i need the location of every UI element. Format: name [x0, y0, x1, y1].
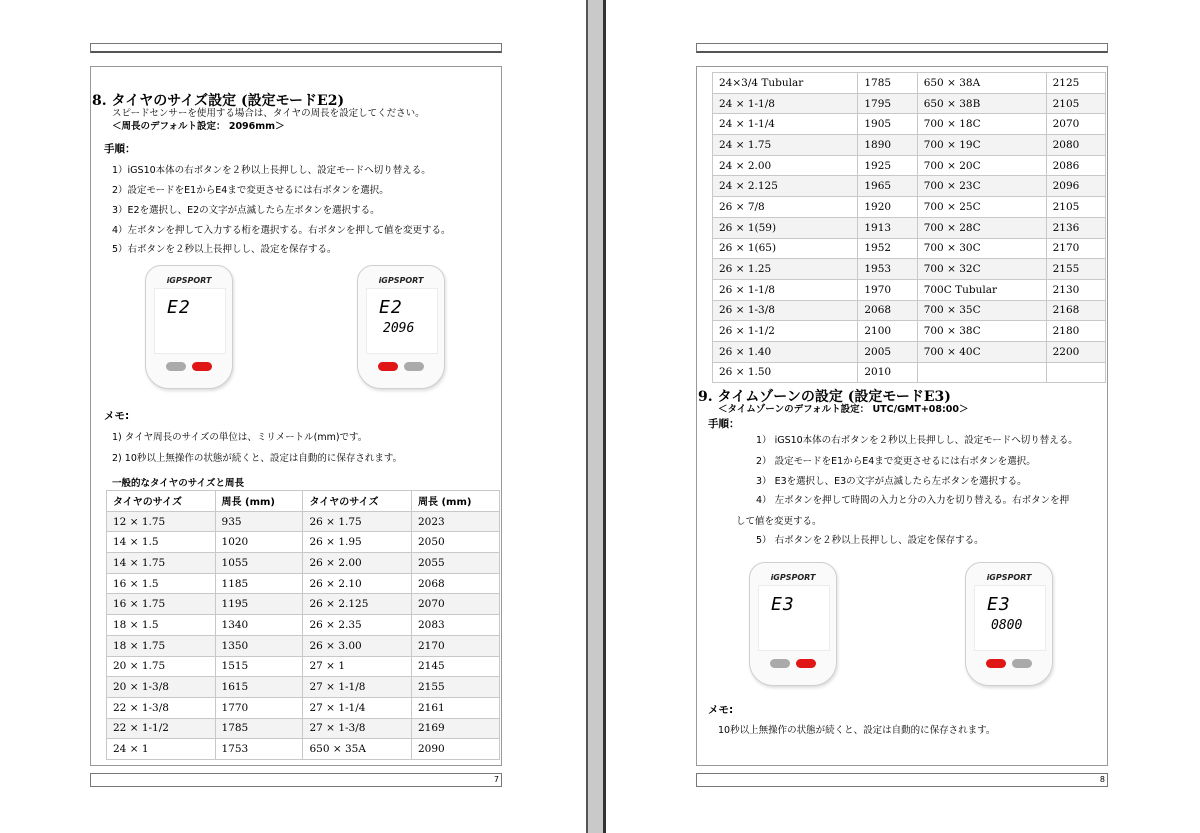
device-screen	[758, 585, 830, 651]
table-cell: 16 × 1.5	[107, 573, 216, 594]
table-cell: 26 × 1.50	[713, 362, 858, 383]
right-button	[1012, 659, 1032, 668]
table-cell: 1890	[858, 135, 917, 156]
table-cell: 700 × 25C	[917, 197, 1046, 218]
tire-size-table-continued	[712, 72, 1106, 383]
table-cell: 26 × 1.95	[303, 532, 412, 553]
table-cell: 650 × 35A	[303, 739, 412, 760]
table-cell: 700 × 35C	[917, 300, 1046, 321]
table-cell: 2105	[1046, 93, 1105, 114]
device-brand: iGPSPORT	[378, 276, 424, 285]
device-brand: iGPSPORT	[166, 276, 212, 285]
left-button	[770, 659, 790, 668]
table-row	[713, 300, 1106, 321]
table-cell: 22 × 1-3/8	[107, 697, 216, 718]
header-cell: 周長 (mm)	[412, 491, 500, 512]
table-cell: 1785	[858, 73, 917, 94]
table-row	[713, 217, 1106, 238]
device-image-e3	[749, 562, 837, 686]
table-row	[107, 718, 500, 739]
table-cell: 700 × 40C	[917, 341, 1046, 362]
table-cell: 1350	[215, 635, 303, 656]
table-cell: 2130	[1046, 279, 1105, 300]
step-3: 3） E3を選択し、E3の文字が点滅したら左ボタンを選択する。	[756, 476, 1027, 487]
table-row	[713, 176, 1106, 197]
right-button	[404, 362, 424, 371]
table-cell: 2083	[412, 615, 500, 636]
table-cell: 1795	[858, 93, 917, 114]
table-row	[713, 93, 1106, 114]
table-cell: 26 × 1(59)	[713, 217, 858, 238]
step-1: 1）iGS10本体の右ボタンを２秒以上長押しし、設定モードへ切り替える。	[112, 165, 431, 176]
table-cell: 1905	[858, 114, 917, 135]
left-button	[986, 659, 1006, 668]
header-cell: タイヤのサイズ	[107, 491, 216, 512]
table-cell: 1925	[858, 155, 917, 176]
table-cell: 20 × 1-3/8	[107, 677, 216, 698]
step-3: 3）E2を選択し、E2の文字が点滅したら左ボタンを選択する。	[112, 205, 380, 216]
table-row	[107, 511, 500, 532]
table-cell: 18 × 1.75	[107, 635, 216, 656]
table-cell: 2180	[1046, 321, 1105, 342]
table-row	[107, 594, 500, 615]
table-cell: 1920	[858, 197, 917, 218]
table-row	[713, 341, 1106, 362]
table-cell: 1340	[215, 615, 303, 636]
screen-mode-text: E3	[771, 594, 795, 615]
header-cell: 周長 (mm)	[215, 491, 303, 512]
table-row	[713, 135, 1106, 156]
table-cell: 2068	[412, 573, 500, 594]
table-cell: 2105	[1046, 197, 1105, 218]
table-cell: 2100	[858, 321, 917, 342]
screen-value-text: 0800	[991, 618, 1023, 633]
table-cell: 700 × 23C	[917, 176, 1046, 197]
table-row	[713, 155, 1106, 176]
table-cell: 700 × 38C	[917, 321, 1046, 342]
memo-label: メモ:	[708, 704, 734, 716]
table-row	[713, 73, 1106, 94]
header-cell: タイヤのサイズ	[303, 491, 412, 512]
table-cell: 2155	[412, 677, 500, 698]
table-cell: 27 × 1	[303, 656, 412, 677]
intro-text: スピードセンサーを使用する場合は、タイヤの周長を設定してください。	[112, 108, 425, 119]
table-cell: 26 × 2.10	[303, 573, 412, 594]
table-cell: 2070	[412, 594, 500, 615]
step-4-continued: して値を変更する。	[736, 516, 822, 527]
table-cell: 1615	[215, 677, 303, 698]
section-8-heading: 8. タイヤのサイズ設定 (設定モードE2)	[92, 93, 345, 109]
table-row	[107, 635, 500, 656]
table-cell: 2050	[412, 532, 500, 553]
table-cell: 26 × 1-1/2	[713, 321, 858, 342]
table-cell: 2010	[858, 362, 917, 383]
table-caption: 一般的なタイヤのサイズと周長	[112, 478, 245, 489]
table-cell: 1970	[858, 279, 917, 300]
table-cell: 12 × 1.75	[107, 511, 216, 532]
left-button	[378, 362, 398, 371]
page-header-bar	[90, 43, 502, 53]
table-cell: 22 × 1-1/2	[107, 718, 216, 739]
table-cell: 26 × 2.35	[303, 615, 412, 636]
table-cell: 26 × 1.75	[303, 511, 412, 532]
table-cell: 650 × 38B	[917, 93, 1046, 114]
table-cell: 26 × 1.40	[713, 341, 858, 362]
table-cell: 2005	[858, 341, 917, 362]
screen-mode-text: E2	[379, 297, 403, 318]
table-cell: 27 × 1-3/8	[303, 718, 412, 739]
table-cell: 1185	[215, 573, 303, 594]
table-cell: 2155	[1046, 259, 1105, 280]
default-setting: ＜周長のデフォルト設定： 2096mm＞	[112, 121, 285, 132]
device-image-e2-value	[357, 265, 445, 389]
table-cell: 1952	[858, 238, 917, 259]
step-5: 5）右ボタンを２秒以上長押しし、設定を保存する。	[112, 244, 337, 255]
table-row	[713, 238, 1106, 259]
steps-label: 手順：	[708, 418, 740, 430]
screen-mode-text: E3	[987, 594, 1011, 615]
table-cell: 24×3/4 Tubular	[713, 73, 858, 94]
memo-label: メモ:	[104, 410, 130, 422]
table-cell: 1515	[215, 656, 303, 677]
steps-label: 手順：	[104, 143, 136, 155]
table-cell: 2125	[1046, 73, 1105, 94]
step-4: 4） 左ボタンを押して時間の入力と分の入力を切り替える。右ボタンを押	[756, 495, 1070, 506]
table-row	[713, 279, 1106, 300]
table-cell: 1770	[215, 697, 303, 718]
table-cell: 935	[215, 511, 303, 532]
table-cell: 2086	[1046, 155, 1105, 176]
table-cell: 2161	[412, 697, 500, 718]
table-row	[713, 321, 1106, 342]
table-cell: 16 × 1.75	[107, 594, 216, 615]
table-cell: 650 × 38A	[917, 73, 1046, 94]
table-row	[107, 615, 500, 636]
table-cell	[917, 362, 1046, 383]
page-header-bar	[696, 43, 1108, 53]
table-row	[107, 739, 500, 760]
table-cell: 14 × 1.5	[107, 532, 216, 553]
page-8	[606, 0, 1200, 833]
default-setting: ＜タイムゾーンのデフォルト設定： UTC/GMT+08:00＞	[718, 404, 969, 415]
table-row	[107, 677, 500, 698]
table-row	[713, 259, 1106, 280]
table-cell: 2200	[1046, 341, 1105, 362]
table-cell: 700 × 30C	[917, 238, 1046, 259]
device-screen	[974, 585, 1046, 651]
table-cell: 700C Tubular	[917, 279, 1046, 300]
table-cell: 24 × 2.125	[713, 176, 858, 197]
memo-1: 1) タイヤ周長のサイズの単位は、ミリメートル(mm)です。	[112, 432, 368, 443]
table-cell: 2170	[1046, 238, 1105, 259]
table-cell: 14 × 1.75	[107, 553, 216, 574]
memo-1: 10秒以上無操作の状態が続くと、設定は自動的に保存されます。	[718, 725, 996, 736]
table-cell: 700 × 20C	[917, 155, 1046, 176]
table-row	[713, 197, 1106, 218]
device-screen	[154, 288, 226, 354]
table-cell: 2136	[1046, 217, 1105, 238]
table-cell: 1055	[215, 553, 303, 574]
table-cell: 2080	[1046, 135, 1105, 156]
table-cell: 24 × 1.75	[713, 135, 858, 156]
table-cell: 1913	[858, 217, 917, 238]
right-button	[796, 659, 816, 668]
page-footer	[696, 773, 1108, 787]
device-brand: iGPSPORT	[770, 573, 816, 582]
table-row	[713, 114, 1106, 135]
table-cell: 1785	[215, 718, 303, 739]
page-gutter	[586, 0, 606, 833]
left-button	[166, 362, 186, 371]
table-cell: 2090	[412, 739, 500, 760]
screen-mode-text: E2	[167, 297, 191, 318]
table-cell: 27 × 1-1/8	[303, 677, 412, 698]
page-footer	[90, 773, 502, 787]
table-cell: 2068	[858, 300, 917, 321]
table-row	[107, 532, 500, 553]
table-cell: 24 × 1-1/4	[713, 114, 858, 135]
table-cell: 20 × 1.75	[107, 656, 216, 677]
table-cell: 24 × 1-1/8	[713, 93, 858, 114]
table-cell: 24 × 1	[107, 739, 216, 760]
device-image-e3-value	[965, 562, 1053, 686]
screen-value-text: 2096	[383, 321, 415, 336]
table-cell: 2145	[412, 656, 500, 677]
table-cell	[1046, 362, 1105, 383]
table-header-row	[107, 491, 500, 512]
table-cell: 24 × 2.00	[713, 155, 858, 176]
table-row	[107, 697, 500, 718]
table-row	[713, 362, 1106, 383]
device-screen	[366, 288, 438, 354]
table-cell: 1753	[215, 739, 303, 760]
table-row	[107, 656, 500, 677]
table-cell: 700 × 28C	[917, 217, 1046, 238]
step-4: 4）左ボタンを押して入力する桁を選択する。右ボタンを押して値を変更する。	[112, 225, 451, 236]
table-cell: 700 × 18C	[917, 114, 1046, 135]
device-brand: iGPSPORT	[986, 573, 1032, 582]
table-row	[107, 553, 500, 574]
table-cell: 26 × 1-3/8	[713, 300, 858, 321]
table-cell: 18 × 1.5	[107, 615, 216, 636]
tire-size-table	[106, 490, 500, 760]
page-number: 7	[493, 775, 499, 784]
table-cell: 27 × 1-1/4	[303, 697, 412, 718]
page-7	[0, 0, 586, 833]
table-cell: 26 × 7/8	[713, 197, 858, 218]
table-cell: 2055	[412, 553, 500, 574]
device-image-e2	[145, 265, 233, 389]
step-5: 5） 右ボタンを２秒以上長押しし、設定を保存する。	[756, 535, 984, 546]
table-cell: 700 × 19C	[917, 135, 1046, 156]
table-cell: 1965	[858, 176, 917, 197]
table-row	[107, 573, 500, 594]
table-cell: 26 × 2.125	[303, 594, 412, 615]
memo-2: 2) 10秒以上無操作の状態が続くと、設定は自動的に保存されます。	[112, 453, 403, 464]
table-cell: 1195	[215, 594, 303, 615]
table-cell: 26 × 3.00	[303, 635, 412, 656]
table-cell: 1020	[215, 532, 303, 553]
step-1: 1） iGS10本体の右ボタンを２秒以上長押しし、設定モードへ切り替える。	[756, 435, 1078, 446]
table-cell: 2168	[1046, 300, 1105, 321]
table-cell: 26 × 1.25	[713, 259, 858, 280]
table-cell: 2169	[412, 718, 500, 739]
table-cell: 26 × 1(65)	[713, 238, 858, 259]
section-9-heading: 9. タイムゾーンの設定 (設定モードE3)	[698, 389, 951, 405]
table-cell: 2070	[1046, 114, 1105, 135]
table-cell: 26 × 1-1/8	[713, 279, 858, 300]
step-2: 2） 設定モードをE1からE4まで変更させるには右ボタンを選択。	[756, 456, 1036, 467]
table-cell: 2096	[1046, 176, 1105, 197]
page-number: 8	[1099, 775, 1105, 784]
table-cell: 2023	[412, 511, 500, 532]
table-cell: 700 × 32C	[917, 259, 1046, 280]
right-button	[192, 362, 212, 371]
table-cell: 26 × 2.00	[303, 553, 412, 574]
step-2: 2）設定モードをE1からE4まで変更させるには右ボタンを選択。	[112, 185, 389, 196]
table-cell: 2170	[412, 635, 500, 656]
table-cell: 1953	[858, 259, 917, 280]
